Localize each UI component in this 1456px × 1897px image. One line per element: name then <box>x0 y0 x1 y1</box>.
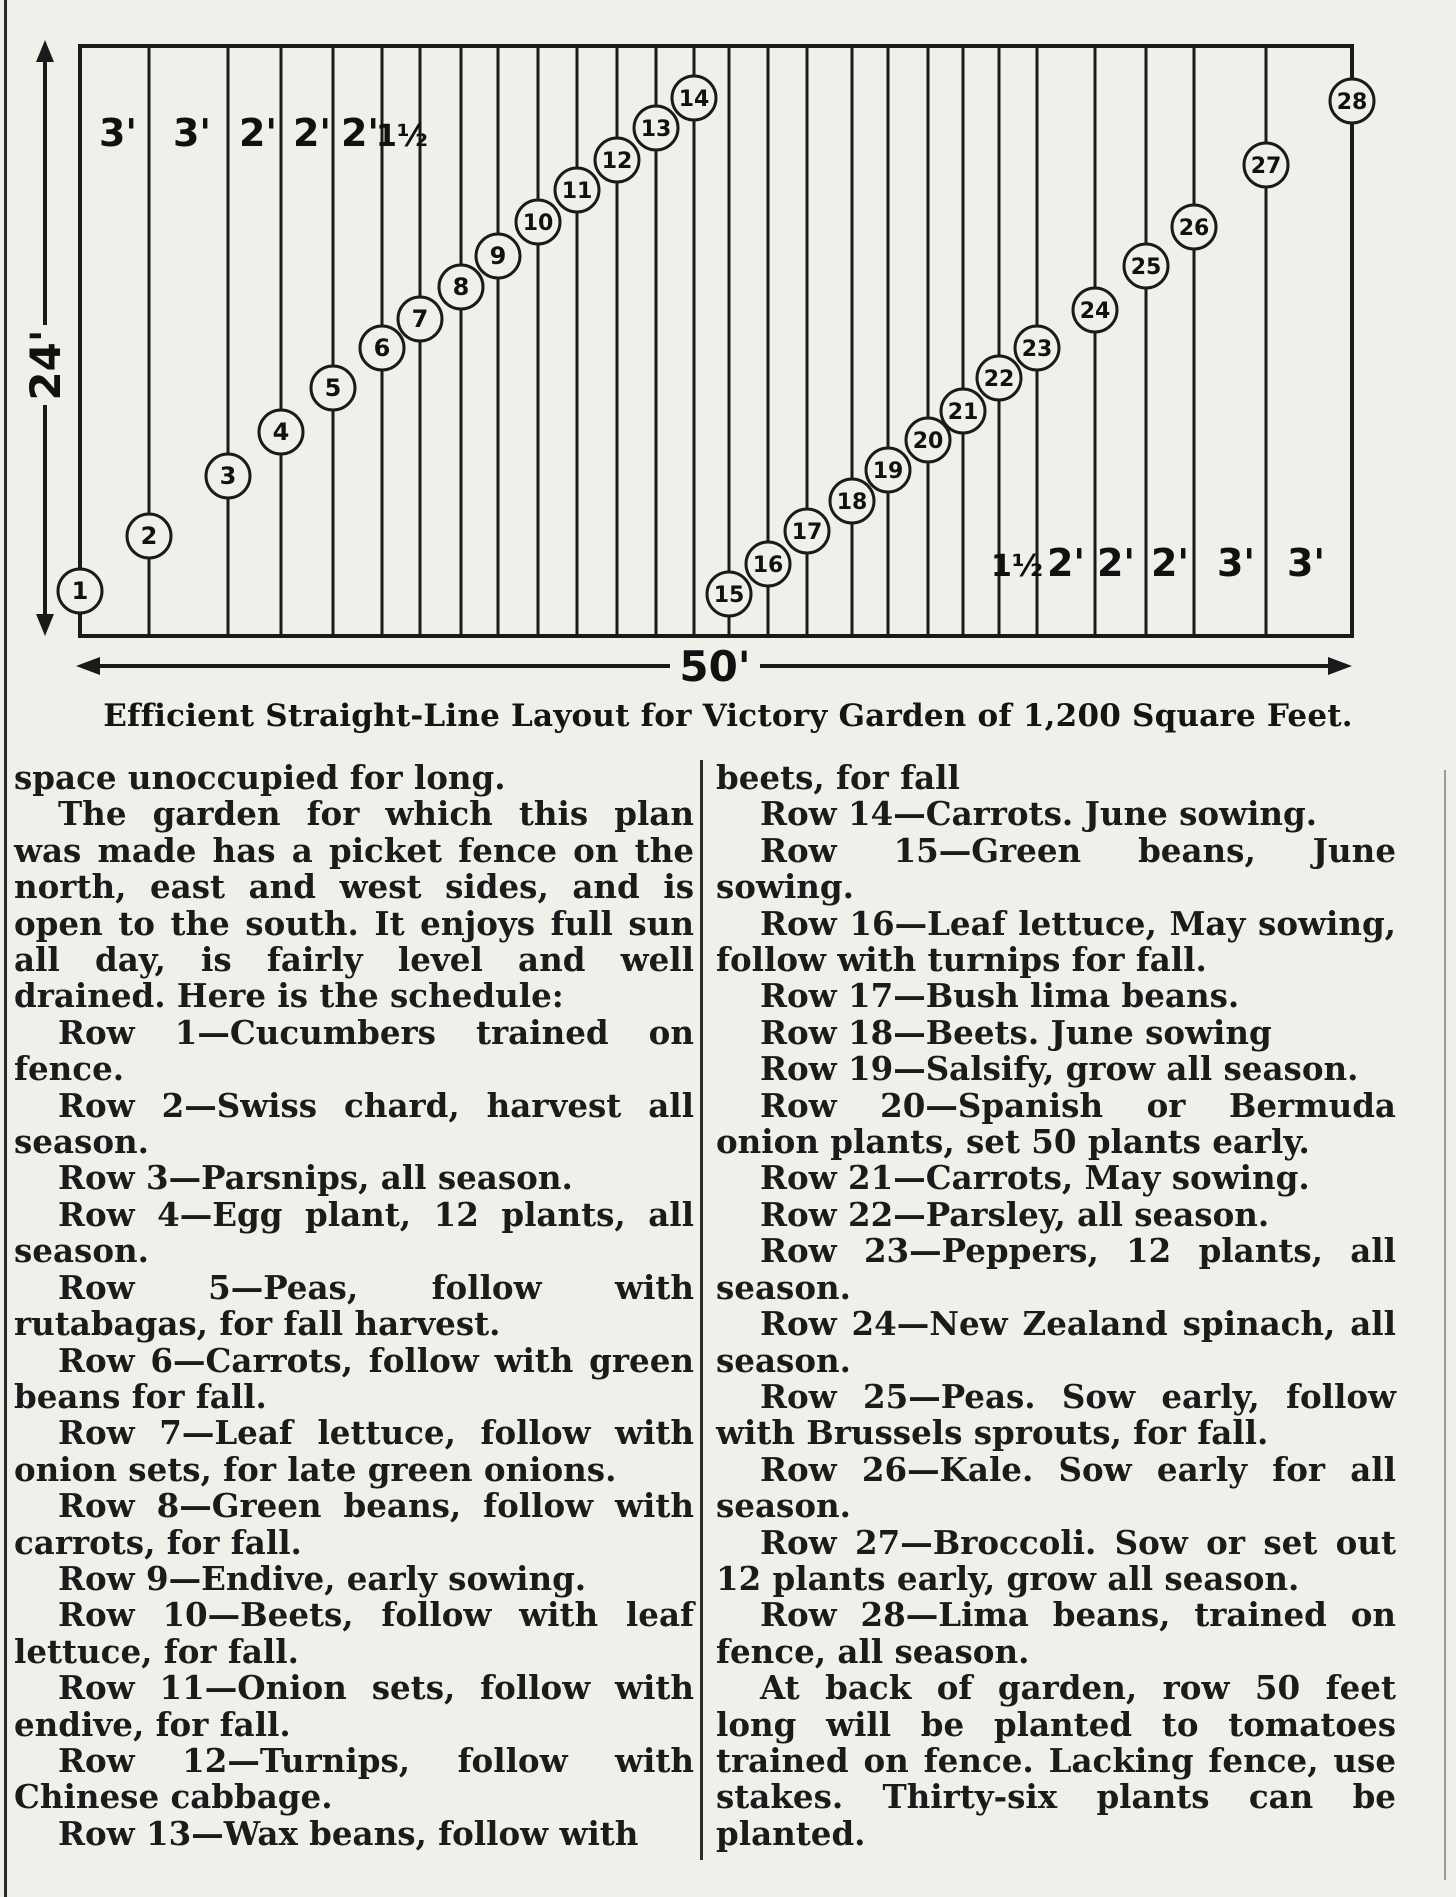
row-number-label: 9 <box>489 242 507 270</box>
schedule-paragraph: Row 26—Kale. Sow early for all season. <box>716 1449 1396 1526</box>
schedule-paragraph: Row 17—Bush lima beans. <box>760 976 1240 1016</box>
schedule-paragraph: Row 15—Green beans, June sowing. <box>716 830 1396 907</box>
row-spacing-label: 3' <box>172 111 212 155</box>
row-spacing-label: 3' <box>1286 541 1326 585</box>
row-number-label: 28 <box>1336 90 1368 115</box>
row-spacing-label: 2' <box>340 111 380 155</box>
schedule-paragraph: space unoccupied for long. <box>14 758 506 797</box>
row-number-label: 24 <box>1079 299 1111 324</box>
height-arrow-bottom <box>36 614 54 636</box>
row-number-label: 20 <box>912 429 944 454</box>
width-arrow-right <box>1328 657 1352 675</box>
row-number-label: 6 <box>373 334 391 362</box>
text-column-left <box>14 760 694 1880</box>
row-spacing-label: 1½ <box>376 119 428 154</box>
row-number-label: 11 <box>561 179 593 204</box>
row-number-label: 25 <box>1130 255 1162 280</box>
height-dimension-label: 24' <box>21 329 70 401</box>
row-number-label: 15 <box>713 583 745 608</box>
text-column-right <box>716 760 1396 1880</box>
row-number-label: 27 <box>1250 154 1282 179</box>
schedule-paragraph: Row 28—Lima beans, trained on fence, all season. <box>716 1595 1396 1671</box>
row-number-label: 8 <box>452 273 470 301</box>
row-number-label: 5 <box>324 374 342 402</box>
schedule-paragraph: Row 7—Leaf lettuce, follow with onion sets, for late green onions. <box>14 1413 694 1489</box>
row-number-label: 22 <box>983 367 1015 392</box>
schedule-paragraph: Row 2—Swiss chard, harvest all season. <box>14 1085 694 1162</box>
clipping-right-edge <box>1444 770 1446 1880</box>
row-number-label: 10 <box>522 211 554 236</box>
schedule-paragraph: Row 16—Leaf lettuce, May sowing, follow with turnips for fall. <box>716 903 1396 980</box>
schedule-paragraph: Row 27—Broccoli. Sow or set out 12 plants early, grow all season. <box>716 1522 1396 1598</box>
row-spacing-label: 2' <box>1150 541 1190 585</box>
schedule-paragraph: beets, for fall <box>716 758 960 797</box>
width-arrow-left <box>76 657 100 675</box>
row-spacing-label: 3' <box>1216 541 1256 585</box>
row-number-label: 7 <box>411 305 429 333</box>
row-number-label: 18 <box>836 490 868 515</box>
schedule-paragraph: Row 19—Salsify, grow all season. <box>760 1049 1359 1089</box>
garden-plan-svg <box>0 0 1456 700</box>
row-spacing-label: 2' <box>1046 541 1086 585</box>
row-number-label: 21 <box>947 400 979 425</box>
schedule-paragraph: Row 3—Parsnips, all season. <box>58 1158 573 1198</box>
diagram-caption: Efficient Straight-Line Layout for Victory Garden of 1,200 Square Feet. <box>103 698 1353 734</box>
column-divider <box>700 760 703 1860</box>
schedule-paragraph: Row 5—Peas, follow with rutabagas, for fall harvest. <box>14 1267 694 1344</box>
row-number-label: 17 <box>791 520 823 545</box>
row-spacing-label: 3' <box>98 111 138 155</box>
schedule-paragraph: Row 9—Endive, early sowing. <box>58 1558 587 1598</box>
schedule-paragraph: At back of garden, row 50 feet long will be planted to tomatoes trained on fence. Lacking fence, use stakes. Thirty-six plants can be planted. <box>716 1668 1396 1853</box>
garden-layout-diagram <box>0 0 1456 700</box>
height-arrow-top <box>36 40 54 62</box>
schedule-paragraph: Row 6—Carrots, follow with green beans for fall. <box>14 1340 694 1416</box>
row-number-label: 23 <box>1021 337 1053 362</box>
schedule-paragraph: Row 14—Carrots. June sowing. <box>760 794 1318 834</box>
schedule-paragraph: Row 22—Parsley, all season. <box>760 1194 1270 1234</box>
row-number-label: 13 <box>640 117 672 142</box>
schedule-paragraph: Row 13—Wax beans, follow with <box>58 1813 639 1853</box>
row-number-label: 4 <box>272 418 290 446</box>
width-dimension-label: 50' <box>679 642 751 691</box>
schedule-paragraph: Row 8—Green beans, follow with carrots, for fall. <box>14 1486 694 1562</box>
schedule-paragraph: Row 23—Peppers, 12 plants, all season. <box>716 1231 1396 1307</box>
row-number-label: 14 <box>678 87 710 112</box>
schedule-paragraph: Row 4—Egg plant, 12 plants, all season. <box>14 1194 694 1271</box>
row-number-label: 16 <box>752 553 784 578</box>
schedule-paragraph: The garden for which this plan was made has a picket fence on the north, east and west sides, and is open to the south. It enjoys full sun all day, is fairly level and well drained. Here is the schedule: <box>14 794 694 1016</box>
row-spacing-label: 1½ <box>991 549 1043 584</box>
schedule-paragraph: Row 25—Peas. Sow early, follow with Brussels sprouts, for fall. <box>716 1376 1396 1453</box>
row-number-label: 1 <box>71 577 89 605</box>
row-number-label: 26 <box>1178 216 1210 241</box>
schedule-paragraph: Row 24—New Zealand spinach, all season. <box>716 1304 1396 1380</box>
row-number-label: 2 <box>140 522 158 550</box>
row-number-label: 12 <box>601 149 633 174</box>
row-spacing-label: 2' <box>292 111 332 155</box>
schedule-paragraph: Row 12—Turnips, follow with Chinese cabbage. <box>14 1740 694 1817</box>
row-spacing-label: 2' <box>238 111 278 155</box>
schedule-paragraph: Row 11—Onion sets, follow with endive, for fall. <box>14 1668 694 1744</box>
schedule-paragraph: Row 1—Cucumbers trained on fence. <box>14 1012 694 1089</box>
row-number-label: 3 <box>219 462 237 490</box>
schedule-paragraph: Row 10—Beets, follow with leaf lettuce, for fall. <box>14 1595 694 1671</box>
row-number-label: 19 <box>872 459 904 484</box>
schedule-paragraph: Row 18—Beets. June sowing <box>760 1012 1272 1052</box>
schedule-paragraph: Row 20—Spanish or Bermuda onion plants, set 50 plants early. <box>716 1085 1396 1162</box>
row-spacing-label: 2' <box>1096 541 1136 585</box>
schedule-paragraph: Row 21—Carrots, May sowing. <box>760 1158 1310 1198</box>
